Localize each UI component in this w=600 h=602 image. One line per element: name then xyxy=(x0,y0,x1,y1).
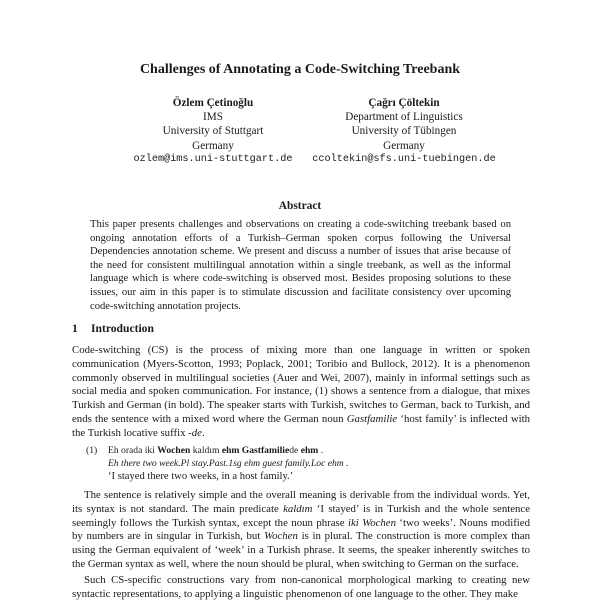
author-affiliation: IMS xyxy=(203,111,223,124)
intro-paragraph-3: Such CS-specific constructions vary from non-canonical morphological marking to creating new syntactic representations, to applying a linguistic phenomenon of one language to the other. They make xyxy=(72,574,530,600)
intro-paragraph-2 xyxy=(72,489,530,572)
text-run: . xyxy=(201,426,205,439)
code-switched-word: ehm xyxy=(300,445,319,456)
text-run: kaldım xyxy=(190,445,222,456)
author-email: ozlem@ims.uni-stuttgart.de xyxy=(133,153,293,165)
abstract-heading: Abstract xyxy=(278,200,322,212)
intro-paragraph-1 xyxy=(72,344,530,441)
text-run: ‘I stayed’ is in Turkish and the whole sentence seemingly follows the Turkish syntax, except the noun phrase xyxy=(72,502,530,529)
text-run: ‘two weeks’. Nouns modified by numbers are in singular in Turkish, but xyxy=(72,516,530,543)
text-run: ‘host family’ is inflected with the Turkish locative suffix xyxy=(72,412,531,439)
example-gloss-line: Eh there two week.Pl stay.Past.1sg ehm guest family.Loc ehm . xyxy=(108,457,349,469)
author-country: Germany xyxy=(192,139,234,152)
author-name: Çağrı Çöltekin xyxy=(368,97,440,109)
abstract-text: This paper presents challenges and observations on creating a code-switching treebank based on ongoing annotation efforts of a Turkish–German spoken corpus following the Universal Dependencies annotation scheme. We present and discuss a number of issues that arise because of the need for consistent multilingual annotation within a single treebank, as well as the informal language which is where code-switching is observed most. Besides proposing solutions to these issues, our aim in this paper is to stimulate discussion and facilitate consistency over upcoming code-switching annotation projects. xyxy=(90,219,511,312)
text-run: is in plural. The construction is more complex than using the German equivalent of ‘week’ in a Turkish phrase. It seems, the speaker inherently switches to the German syntax as well, where the noun should be plural, when switching to German on the surface. xyxy=(72,530,530,570)
text-run: de xyxy=(289,445,301,456)
author-country: Germany xyxy=(383,139,425,152)
example-source-line xyxy=(108,445,528,458)
section-title: Introduction xyxy=(91,322,154,335)
author-university: University of Stuttgart xyxy=(162,125,264,138)
author-name: Özlem Çetinoğlu xyxy=(172,97,254,109)
code-switched-word: ehm Gastfamilie xyxy=(221,445,290,456)
example-translation: ‘I stayed there two weeks, in a host family.’ xyxy=(108,471,294,483)
text-run: Code-switching (CS) is the process of mixing more than one language in written or spoken communication (Myers-Scotton, 1993; Poplack, 2001; Toribio and Bullock, 2012). It is a phenomenon commonly observed in multilingual societies (Auer and Wei, 2007), mainly in informal settings such as social media and spoken communication. For instance, (1) shows a sentence from a dialogue, that mixes Turkish and German (in bold). The speaker starts with Turkish, switches to German, back to Turkish, and ends the sentence with a mixed word where the German noun xyxy=(72,344,530,425)
author-email: ccoltekin@sfs.uni-tuebingen.de xyxy=(312,153,496,165)
emphasis-text: -de xyxy=(188,426,202,439)
text-run: The sentence is relatively simple and the overall meaning is derivable from the individual words. Yet, its syntax is not standard. The main predicate xyxy=(72,489,530,515)
emphasis-text: iki Wochen xyxy=(347,516,396,529)
text-run: . xyxy=(318,445,324,456)
example-number: (1) xyxy=(86,445,98,456)
emphasis-text: kaldım xyxy=(283,502,313,515)
emphasis-text: Gastfamilie xyxy=(346,412,398,425)
section-heading xyxy=(72,322,154,335)
text-run: Eh orada iki xyxy=(108,445,158,456)
author-block-1 xyxy=(103,96,323,167)
emphasis-text: Wochen xyxy=(264,530,298,543)
code-switched-word: Wochen xyxy=(157,445,191,456)
paper-title: Challenges of Annotating a Code-Switching Treebank xyxy=(139,62,461,77)
section-number: 1 xyxy=(72,322,78,335)
author-block-2 xyxy=(294,96,514,167)
author-university: University of Tübingen xyxy=(351,125,457,138)
author-affiliation: Department of Linguistics xyxy=(345,111,463,124)
